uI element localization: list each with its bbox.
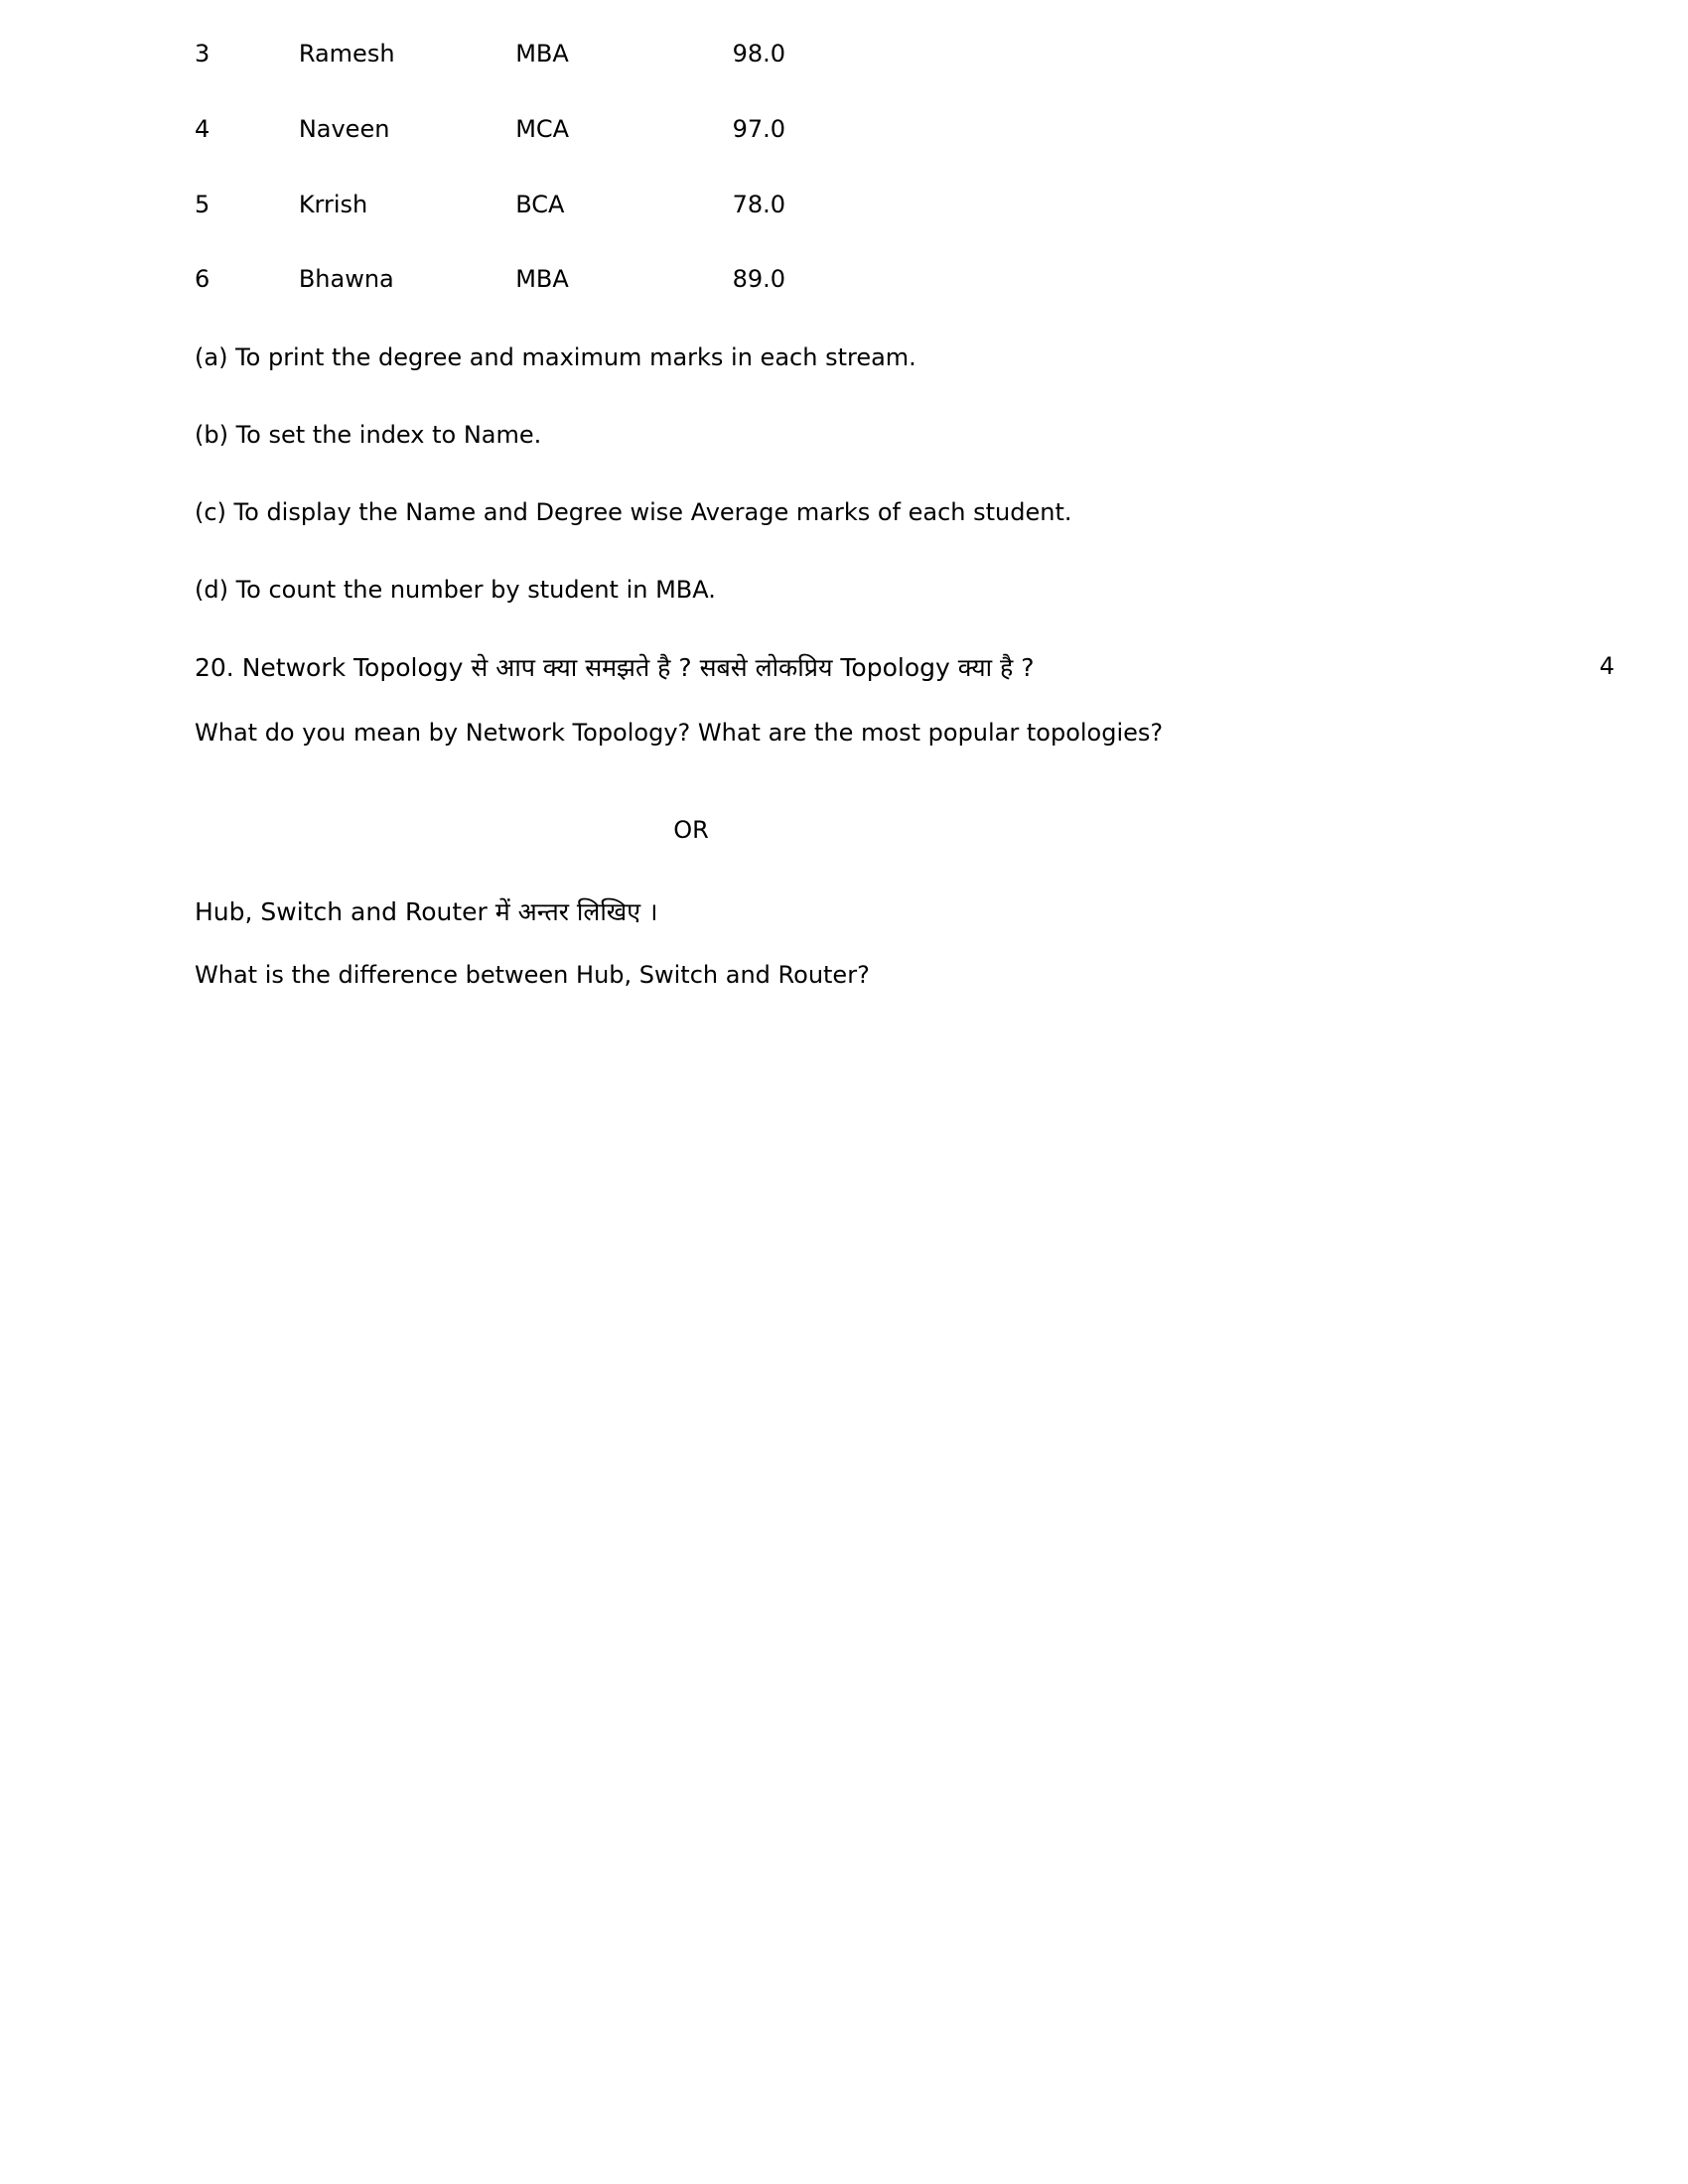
page-content bbox=[195, 40, 1615, 992]
row-degree: MCA bbox=[515, 114, 570, 143]
question-20 bbox=[195, 652, 1615, 749]
row-degree: BCA bbox=[515, 190, 565, 218]
row-degree: MBA bbox=[515, 265, 569, 294]
row-serial-number: 5 bbox=[195, 190, 211, 218]
row-serial-number: 4 bbox=[195, 114, 211, 143]
row-serial-number: 6 bbox=[195, 265, 211, 294]
row-degree: MBA bbox=[515, 40, 569, 68]
row-marks: 78.0 bbox=[732, 190, 786, 218]
sub-question-a: (a) To print the degree and maximum marks in each stream. bbox=[195, 343, 916, 372]
row-student-name: Krrish bbox=[298, 190, 368, 218]
row-student-name: Ramesh bbox=[298, 40, 395, 68]
student-data-table bbox=[195, 40, 949, 341]
row-marks: 98.0 bbox=[732, 40, 786, 68]
row-student-name: Bhawna bbox=[298, 265, 394, 294]
question-20-hindi: 20. Network Topology से आप क्या समझते है ? सबसे लोकप्रिय Topology क्या है ? bbox=[195, 653, 1035, 683]
row-marks: 97.0 bbox=[732, 114, 786, 143]
alternate-question-hindi: Hub, Switch and Router में अन्तर लिखिए । bbox=[195, 896, 658, 926]
row-marks: 89.0 bbox=[732, 265, 786, 294]
question-20-english: What do you mean by Network Topology? What are the most popular topologies? bbox=[195, 718, 1164, 747]
sub-question-b: (b) To set the index to Name. bbox=[195, 421, 542, 450]
sub-question-c: (c) To display the Name and Degree wise Average marks of each student. bbox=[195, 498, 1072, 527]
table-row bbox=[195, 191, 949, 266]
sub-question-d: (d) To count the number by student in MBA. bbox=[195, 576, 716, 605]
row-student-name: Naveen bbox=[298, 114, 390, 143]
row-serial-number: 3 bbox=[195, 40, 211, 68]
alternate-question-english: What is the difference between Hub, Switch and Router? bbox=[195, 961, 870, 990]
table-row bbox=[195, 40, 949, 115]
table-row bbox=[195, 265, 949, 341]
question-20-marks: 4 bbox=[1599, 652, 1615, 681]
or-separator: OR bbox=[673, 815, 709, 844]
table-row bbox=[195, 115, 949, 191]
